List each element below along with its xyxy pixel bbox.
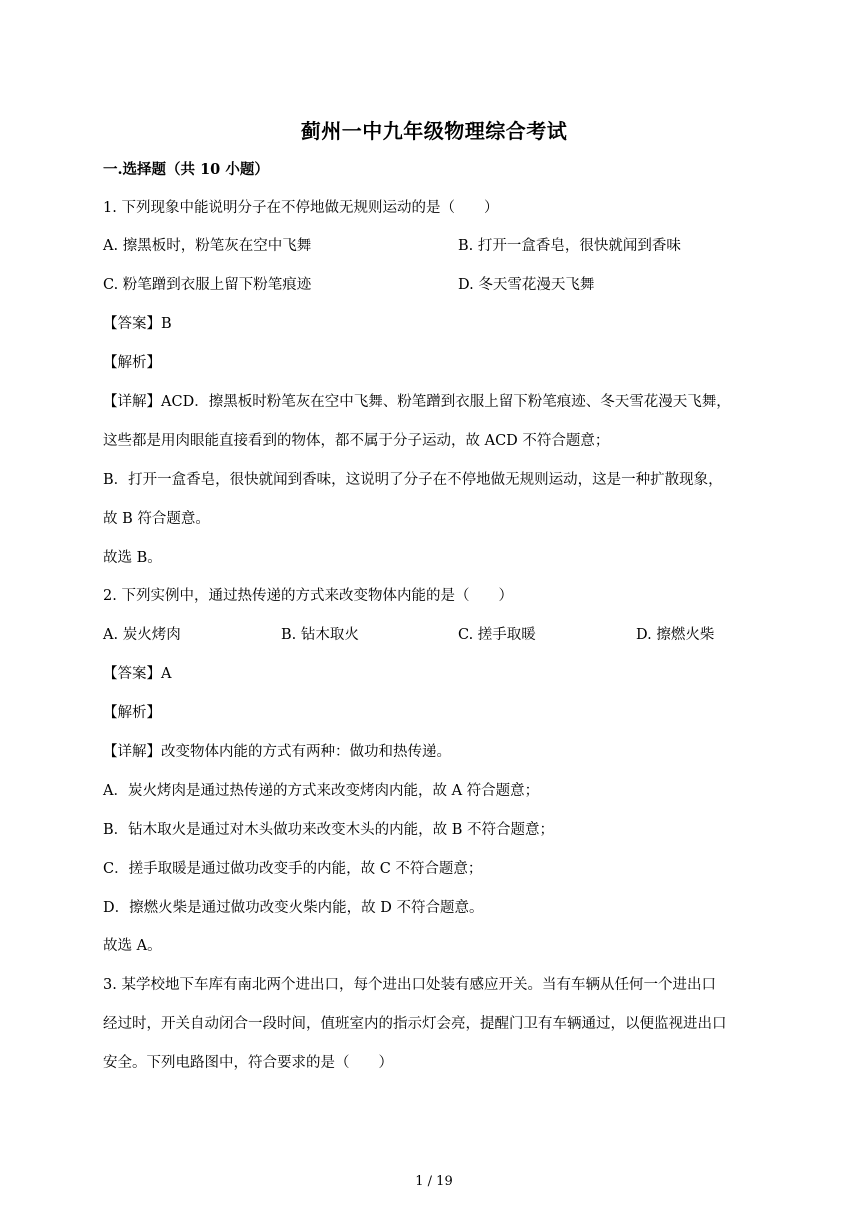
question-1-conclusion: 故选 B。	[103, 550, 162, 566]
question-2-conclusion: 故选 A。	[103, 938, 162, 954]
question-1-detail-line: 这些都是用肉眼能直接看到的物体，都不属于分子运动，故 ACD 不符合题意；	[103, 433, 610, 449]
question-2-option-b: B. 钻木取火	[281, 627, 359, 643]
question-3-stem-line: 3. 某学校地下车库有南北两个进出口，每个进出口处装有感应开关。当有车辆从任何一个进出口	[103, 977, 716, 993]
question-2-detail-line: B．钻木取火是通过对木头做功来改变木头的内能，故 B 不符合题意；	[103, 822, 555, 838]
question-3-stem-line: 安全。下列电路图中，符合要求的是（ ）	[103, 1055, 393, 1071]
question-1-detail-line: 【详解】ACD．擦黑板时粉笔灰在空中飞舞、粉笔蹭到衣服上留下粉笔痕迹、冬天雪花漫天飞舞，	[103, 394, 731, 410]
question-2-detail-line: C．搓手取暖是通过做功改变手的内能，故 C 不符合题意；	[103, 861, 483, 877]
question-2-analysis-label: 【解析】	[103, 705, 161, 721]
question-1-option-d: D. 冬天雪花漫天飞舞	[458, 277, 595, 293]
question-1-detail-line: B．打开一盒香皂，很快就闻到香味，这说明了分子在不停地做无规则运动，这是一种扩散现象，	[103, 472, 723, 488]
question-2-detail-line: 【详解】改变物体内能的方式有两种：做功和热传递。	[103, 744, 451, 760]
question-2-detail-line: A．炭火烤肉是通过热传递的方式来改变烤肉内能，故 A 符合题意；	[103, 783, 540, 799]
question-1-option-c: C. 粉笔蹭到衣服上留下粉笔痕迹	[103, 277, 312, 293]
page-number: 1 / 19	[415, 1174, 453, 1189]
question-1-stem: 1. 下列现象中能说明分子在不停地做无规则运动的是（ ）	[103, 200, 499, 216]
question-2-answer: 【答案】A	[103, 666, 172, 682]
question-3-stem-line: 经过时，开关自动闭合一段时间，值班室内的指示灯会亮，提醒门卫有车辆通过，以便监视进出口	[103, 1016, 727, 1032]
page-title: 蓟州一中九年级物理综合考试	[300, 119, 568, 143]
section-heading: 一.选择题（共 10 小题）	[103, 161, 269, 178]
question-2-option-c: C. 搓手取暖	[458, 627, 536, 643]
question-2-stem: 2. 下列实例中，通过热传递的方式来改变物体内能的是（ ）	[103, 588, 513, 604]
question-2-detail-line: D．擦燃火柴是通过做功改变火柴内能，故 D 不符合题意。	[103, 900, 484, 916]
question-1-detail-line: 故 B 符合题意。	[103, 511, 210, 527]
question-1-answer: 【答案】B	[103, 316, 172, 332]
question-2-option-a: A. 炭火烤肉	[103, 627, 181, 643]
question-1-option-a: A. 擦黑板时，粉笔灰在空中飞舞	[103, 238, 312, 254]
question-2-option-d: D. 擦燃火柴	[636, 627, 715, 643]
question-1-option-b: B. 打开一盒香皂，很快就闻到香味	[458, 238, 681, 254]
question-1-analysis-label: 【解析】	[103, 355, 161, 371]
